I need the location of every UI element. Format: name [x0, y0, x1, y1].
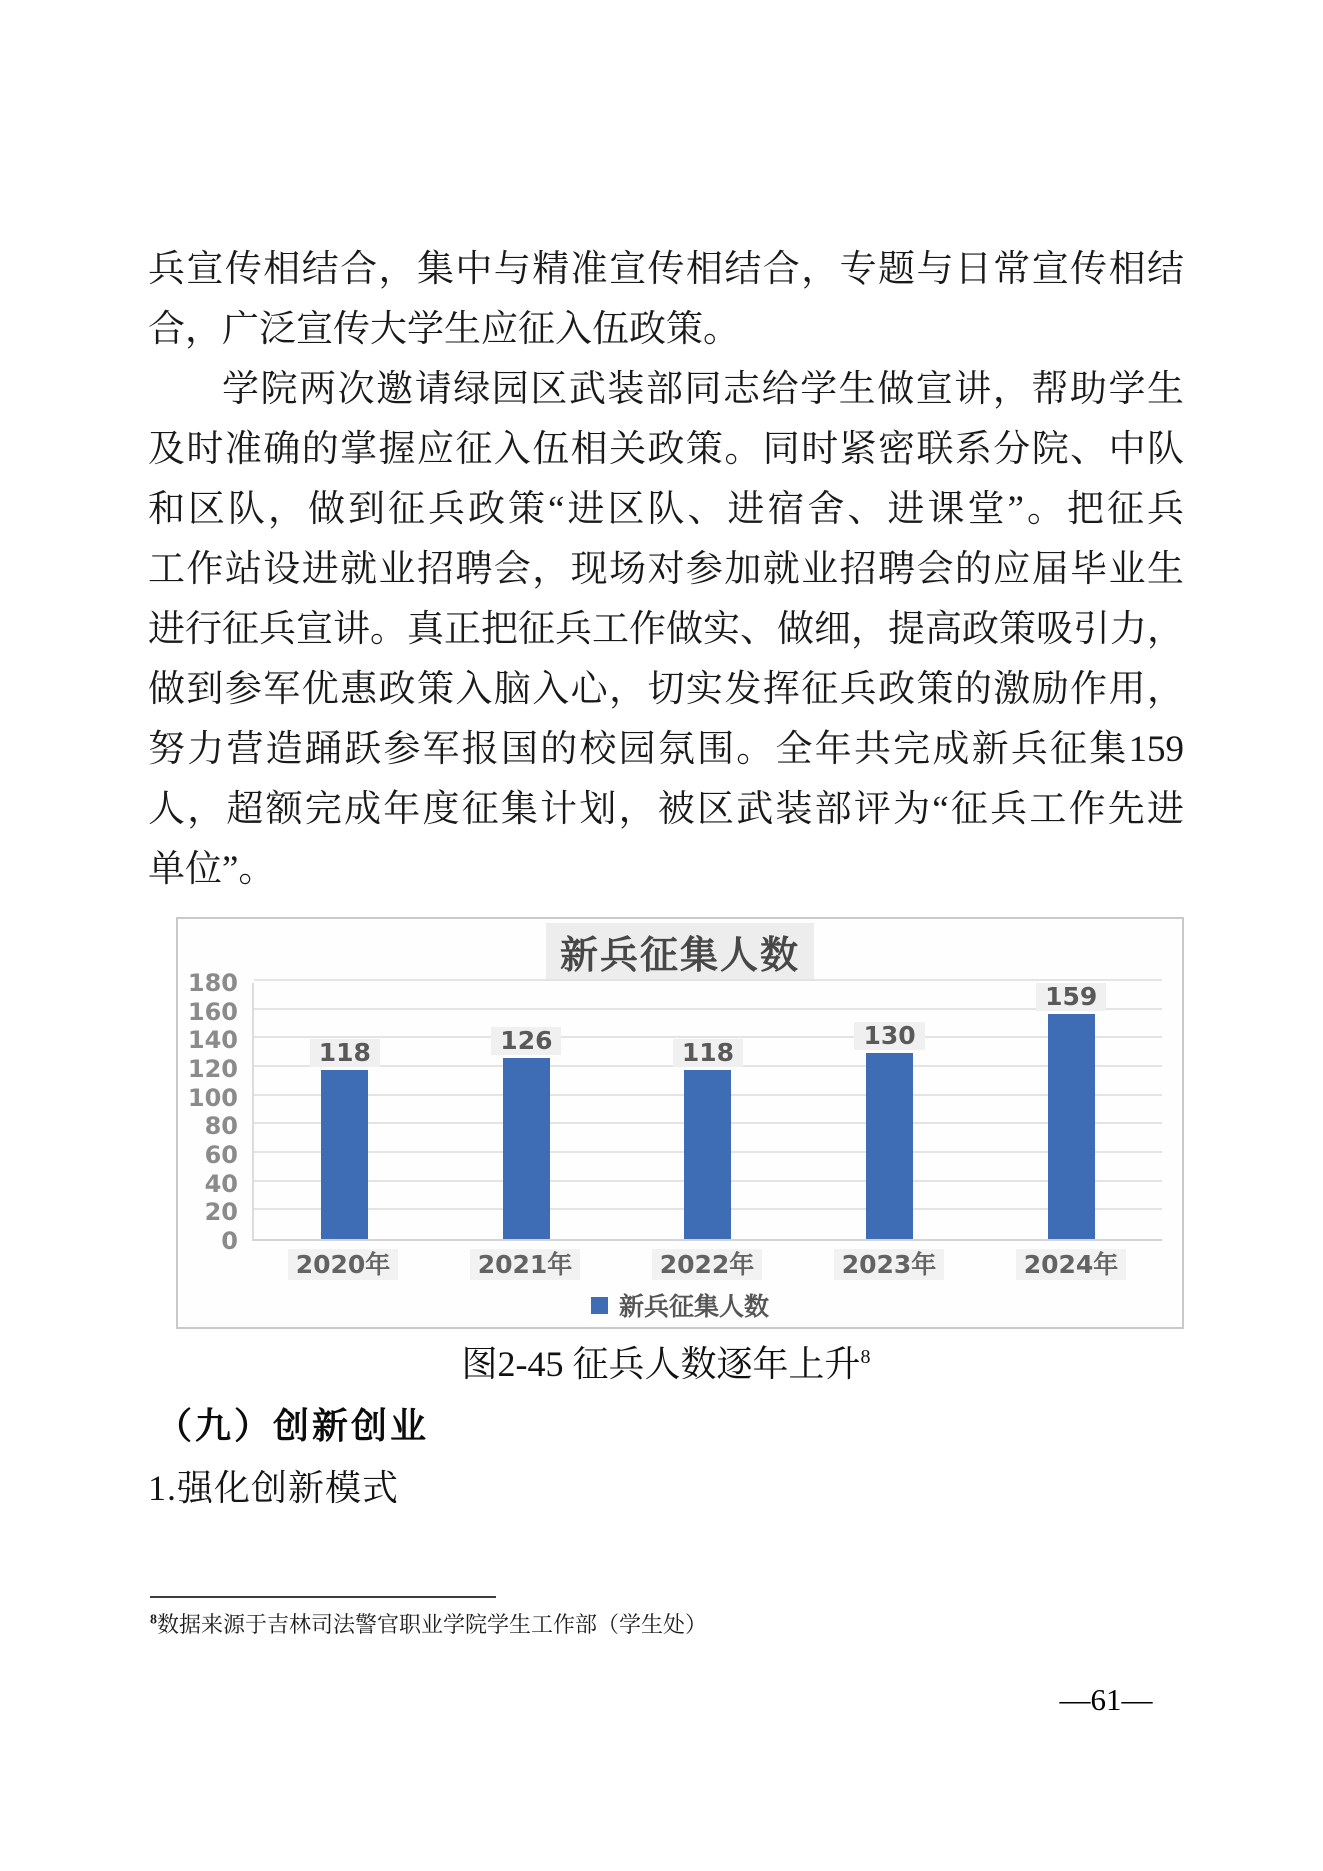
footnote [150, 1596, 850, 1639]
y-tick-label: 120 [187, 1055, 238, 1083]
body-text [148, 240, 1184, 900]
bar-slot [617, 983, 799, 1239]
body-line: 及时准确的掌握应征入伍相关政策。同时紧密联系分院、中队 [148, 429, 1184, 470]
chart-title: 新兵征集人数 [546, 923, 814, 980]
x-tick-text: 2022年 [652, 1249, 763, 1280]
bar-value-label: 130 [854, 1022, 924, 1050]
bar-value-label: 159 [1036, 983, 1106, 1011]
chart-body [178, 969, 1182, 1255]
bar-2023年 [866, 1053, 913, 1239]
y-axis [178, 969, 252, 1255]
y-tick-label: 180 [187, 969, 238, 997]
subsection-heading: 1.强化创新模式 [148, 1468, 400, 1508]
body-line: 单位”。 [148, 849, 276, 890]
x-tick-label [616, 1245, 798, 1281]
footnote-marker: 8 [150, 1612, 157, 1628]
body-line: 兵宣传相结合，集中与精准宣传相结合，专题与日常宣传相结 [148, 249, 1184, 290]
recruits-bar-chart [176, 917, 1184, 1329]
legend-label: 新兵征集人数 [618, 1292, 769, 1321]
figure-caption-footnote-marker: 8 [860, 1346, 871, 1368]
y-tick-label: 60 [204, 1141, 238, 1169]
x-tick-text: 2024年 [1016, 1249, 1127, 1280]
figure-caption [148, 1336, 1184, 1387]
body-line: 人，超额完成年度征集计划，被区武装部评为“征兵工作先进 [148, 789, 1184, 830]
plot-area [252, 983, 1162, 1241]
body-line: 努力营造踊跃参军报国的校园氛围。全年共完成新兵征集159 [148, 729, 1184, 770]
y-tick-label: 80 [204, 1112, 238, 1141]
y-tick-label: 160 [187, 997, 238, 1026]
bar-slot [254, 983, 436, 1239]
body-line: 工作站设进就业招聘会，现场对参加就业招聘会的应届毕业生 [148, 549, 1184, 590]
footnote-body: 数据来源于吉林司法警官职业学院学生工作部（学生处） [157, 1612, 708, 1637]
bar-2021年 [503, 1058, 550, 1239]
bar-value-label: 126 [491, 1027, 561, 1055]
body-line: 学院两次邀请绿园区武装部同志给学生做宣讲，帮助学生 [222, 369, 1184, 410]
legend-swatch [591, 1297, 608, 1314]
bar-slot [436, 983, 618, 1239]
bar-2022年 [684, 1070, 731, 1239]
x-tick-label [252, 1245, 434, 1281]
y-tick-label: 100 [187, 1083, 238, 1112]
body-line: 进行征兵宣讲。真正把征兵工作做实、做细，提高政策吸引力， [148, 609, 1184, 650]
bar-2020年 [321, 1070, 368, 1239]
y-tick-label: 140 [187, 1026, 238, 1055]
page-number: —61— [1059, 1682, 1153, 1717]
footnote-text [150, 1608, 850, 1639]
x-tick-label [798, 1245, 980, 1281]
x-tick-text: 2020年 [288, 1249, 399, 1280]
figure-caption-text: 图2-45 征兵人数逐年上升 [461, 1344, 861, 1384]
x-axis-labels [252, 1241, 1182, 1285]
x-tick-text: 2021年 [470, 1249, 581, 1280]
bar-slot [799, 983, 981, 1239]
section-heading: （九）创新创业 [156, 1406, 430, 1446]
x-tick-label [980, 1245, 1162, 1281]
bar-2024年 [1048, 1014, 1095, 1239]
bar-slot [980, 983, 1162, 1239]
body-line: 合，广泛宣传大学生应征入伍政策。 [148, 309, 740, 350]
y-tick-label: 20 [204, 1198, 238, 1227]
gridline [254, 979, 1162, 981]
chart-legend [178, 1285, 1182, 1325]
footnote-divider [150, 1596, 496, 1598]
body-line: 和区队，做到征兵政策“进区队、进宿舍、进课堂”。把征兵 [148, 489, 1184, 530]
y-tick-label: 40 [204, 1169, 238, 1198]
x-tick-text: 2023年 [834, 1249, 945, 1280]
x-tick-label [434, 1245, 616, 1281]
y-tick-label: 0 [221, 1227, 238, 1255]
bar-value-label: 118 [310, 1039, 380, 1067]
chart-title-row [178, 919, 1182, 983]
bar-value-label: 118 [673, 1039, 743, 1067]
body-line: 做到参军优惠政策入脑入心，切实发挥征兵政策的激励作用， [148, 669, 1184, 710]
